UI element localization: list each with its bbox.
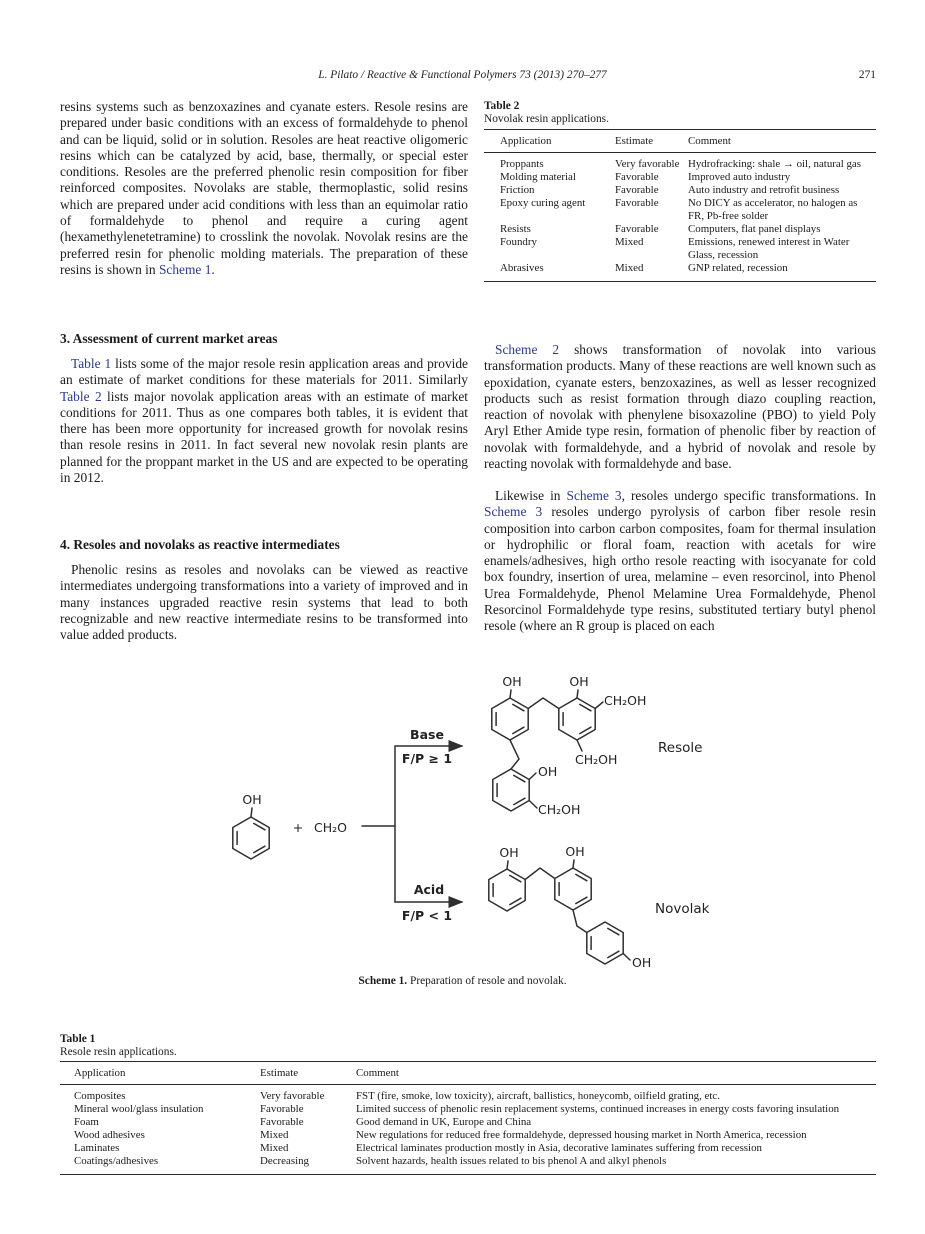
application-cell: Friction: [500, 184, 535, 196]
column-header-estimate: Estimate: [260, 1062, 356, 1085]
right-column-paragraph-1: [484, 342, 876, 472]
base-condition-label: F/P ≥ 1: [401, 751, 453, 766]
section-heading-4: 4. Resoles and novolaks as reactive intermediates: [60, 537, 340, 552]
estimate-cell: Mixed: [615, 236, 644, 248]
table-2-caption: Novolak resin applications.: [484, 113, 609, 125]
estimate-cell: Favorable: [260, 1116, 304, 1128]
comment-cell: Solvent hazards, health issues related to bis phenol A and alkyl phenols: [356, 1155, 667, 1167]
application-cell: Epoxy curing agent: [500, 197, 586, 209]
application-cell: Foam: [74, 1116, 99, 1128]
comment-cell: Electrical laminates production mostly in Asia, decorative laminates suffering from recession: [356, 1142, 762, 1154]
paragraph-text: , resoles undergo specific transformations. In: [621, 488, 876, 503]
left-column-paragraph-2: [60, 356, 468, 486]
hydroxyl-label: OH: [565, 844, 585, 859]
application-cell: Mineral wool/glass insulation: [74, 1103, 204, 1115]
formaldehyde-label: CH₂O: [314, 820, 347, 835]
comment-cell: Improved auto industry: [688, 171, 791, 183]
reaction-branch-lines: [362, 746, 462, 902]
estimate-cell: Favorable: [615, 184, 659, 196]
comment-cell: GNP related, recession: [688, 262, 788, 274]
paragraph-text: lists major novolak application areas with an estimate of market conditions for 2011. Thus as one compares both tables, it is evident that there has been more opportunity for increased growth for novolak resins than resole resins in 2011. In fact several new novolak resin plants are planned for the proppant market in the US and are expected to be operating in 2012.: [60, 388, 469, 486]
methylol-label: CH₂OH: [604, 693, 647, 708]
table-row: [60, 1155, 876, 1175]
comment-cell: Computers, flat panel displays: [688, 223, 821, 235]
acid-label: Acid: [413, 882, 445, 897]
methylol-label: CH₂OH: [575, 752, 618, 767]
resole-applications-table: [60, 1061, 876, 1175]
table-row: [484, 223, 876, 236]
table-1-caption: Resole resin applications.: [60, 1046, 177, 1058]
table-row: [60, 1116, 876, 1129]
table-row: [484, 153, 876, 172]
methylol-label: CH₂OH: [538, 802, 581, 817]
hydroxyl-label: OH: [502, 674, 522, 689]
table-1-link[interactable]: Table 1: [71, 356, 112, 371]
table-1-label: Table 1 Resole resin applications.: [60, 1033, 876, 1059]
comment-cell: No DICY as accelerator, no halogen as FR, Pb-free solder: [688, 197, 858, 222]
scheme-1-link[interactable]: Scheme 1: [158, 261, 212, 277]
application-cell: Abrasives: [500, 262, 544, 274]
comment-cell: New regulations for reduced free formaldehyde, depressed housing market in North America, recession: [356, 1129, 807, 1141]
table-row: [60, 1129, 876, 1142]
table-2-container: [484, 129, 876, 282]
plus-sign: +: [292, 820, 304, 835]
estimate-cell: Favorable: [260, 1103, 304, 1115]
application-cell: Molding material: [500, 171, 576, 183]
estimate-cell: Mixed: [260, 1142, 289, 1154]
table-row: [484, 184, 876, 197]
paragraph-text: lists some of the major resole resin application areas and provide an estimate of market conditions for these materials for 2011. Similarly: [60, 356, 468, 388]
table-1-container: [60, 1061, 876, 1175]
table-header-row: [60, 1062, 876, 1085]
column-header-comment: Comment: [356, 1062, 876, 1085]
paragraph-text: resins systems such as benzoxazines and cyanate esters. Resole resins are prepared under basic conditions with an excess of formaldehyde to phenol and can be liquid, solid or in solution. Resoles are heat reactive oligomeric resins which can be catalyzed by acid, base, thermally, or special ester conditions. Resoles are the preferred phenolic resin composition for fiber reinforced composites. Novolaks are stable, thermoplastic, solid resins which are prepared under acid conditions with less than an equimolar ratio of formaldehyde to phenol and require a curing agent (hexamethylenetetramine) to crosslink the novolak. Novolak resins are the preferred resin for phenolic molding materials. The preparation of these resins is shown in: [60, 99, 468, 277]
scheme-1-caption: [0, 975, 925, 987]
table-row: [484, 262, 876, 282]
scheme-3-link[interactable]: Scheme 3: [484, 504, 543, 520]
estimate-cell: Favorable: [615, 197, 659, 209]
application-cell: Resists: [500, 223, 531, 235]
column-header-comment: Comment: [688, 130, 876, 153]
hydroxyl-label: OH: [538, 764, 558, 779]
table-header-row: [484, 130, 876, 153]
hydroxyl-label: OH: [569, 674, 589, 689]
estimate-cell: Mixed: [615, 262, 644, 274]
resole-structure: [492, 674, 647, 817]
comment-cell: Good demand in UK, Europe and China: [356, 1116, 532, 1128]
estimate-cell: Decreasing: [260, 1155, 309, 1167]
left-column-paragraph-3: Phenolic resins as resoles and novolaks can be viewed as reactive intermediates undergoing transformations into a variety of improved and in many instances upgraded reactive resin systems that lead to both recognizable and new reactive intermediate resins to be transformed into value added products.: [60, 562, 468, 643]
column-header-application: Application: [60, 1062, 260, 1085]
table-row: [60, 1142, 876, 1155]
application-cell: Proppants: [500, 158, 544, 170]
paragraph-text: .: [211, 261, 215, 277]
estimate-cell: Favorable: [615, 223, 659, 235]
comment-cell: FST (fire, smoke, low toxicity), aircraft, ballistics, honeycomb, oilfield grating, etc.: [356, 1090, 720, 1102]
running-head: L. Pilato / Reactive & Functional Polymers 73 (2013) 270–277: [318, 69, 607, 81]
scheme-3-link[interactable]: Scheme 3: [566, 488, 622, 503]
comment-cell: Auto industry and retrofit business: [688, 184, 840, 196]
novolak-structure: [489, 844, 651, 970]
page-number: 271: [858, 69, 876, 81]
application-cell: Foundry: [500, 236, 537, 248]
column-header-application: Application: [484, 130, 615, 153]
section-heading-3: 3. Assessment of current market areas: [60, 331, 278, 346]
right-column-paragraph-2: [484, 488, 876, 635]
paragraph-text: shows transformation of novolak into various transformation products. Many of these reactions are well known such as epoxidation, cyanate esters, benzoxazines, as well as lesser recognized products such as resist formation through diazo coupling reaction, reaction of novolak with phenylene bisoxazoline (PBO) to yield Poly Aryl Ether Amide type resin, formation of phenolic fiber by reaction of novolak with formaldehyde, and a hybrid of novolak and resole by reacting novolak with formaldehyde and base.: [484, 342, 876, 472]
table-row: [60, 1103, 876, 1116]
hydroxyl-label: OH: [499, 845, 519, 860]
novolak-applications-table: [484, 129, 876, 282]
hydroxyl-label: OH: [242, 792, 262, 807]
estimate-cell: Very favorable: [615, 158, 680, 170]
application-cell: Coatings/adhesives: [74, 1155, 159, 1167]
table-row: [484, 197, 876, 223]
base-label: Base: [410, 727, 444, 742]
table-2-link[interactable]: Table 2: [60, 388, 102, 404]
acid-condition-label: F/P < 1: [401, 908, 453, 923]
scheme-1-caption-label: Scheme 1.: [358, 975, 408, 987]
paragraph-text: Likewise in: [495, 488, 567, 503]
novolak-product-label: Novolak: [655, 901, 710, 917]
application-cell: Laminates: [74, 1142, 120, 1154]
table-row: [60, 1085, 876, 1104]
application-cell: Composites: [74, 1090, 126, 1102]
column-header-estimate: Estimate: [615, 130, 688, 153]
resole-product-label: Resole: [658, 740, 703, 756]
hydroxyl-label: OH: [632, 955, 652, 970]
paragraph-text: resoles undergo pyrolysis of carbon fiber resole resin composition into carbon carbon composites, foam for thermal insulation or hydrophilic or floral foam, reaction with acetals for wire enamels/adhesives, high ortho resole reacting with isocyanate for cold box foundry, insertion of urea, melamine – even resorcinol, into Phenol Urea Formaldehyde, Phenol Melamine Urea Formaldehyde, Phenol Resorcinol Formaldehyde type resins, substituted tertiary butyl phenol resole (where an R group is placed on each: [484, 504, 876, 634]
table-row: [484, 171, 876, 184]
scheme-1-caption-text: Preparation of resole and novolak.: [407, 975, 567, 987]
estimate-cell: Very favorable: [260, 1090, 325, 1102]
comment-cell: Hydrofracking: shale → oil, natural gas: [688, 158, 861, 170]
phenol-structure: [233, 792, 269, 859]
estimate-cell: Mixed: [260, 1129, 289, 1141]
scheme-1-figure: [0, 660, 925, 975]
scheme-2-link[interactable]: Scheme 2: [495, 342, 560, 357]
application-cell: Wood adhesives: [74, 1129, 145, 1141]
table-2-label: Table 2 Novolak resin applications.: [484, 100, 876, 126]
comment-cell: Limited success of phenolic resin replacement systems, continued increases in energy costs favoring insulation: [356, 1103, 840, 1115]
comment-cell: Emissions, renewed interest in Water Glass, recession: [688, 236, 850, 261]
left-column-paragraph-1: [60, 99, 468, 278]
table-row: [484, 236, 876, 262]
estimate-cell: Favorable: [615, 171, 659, 183]
